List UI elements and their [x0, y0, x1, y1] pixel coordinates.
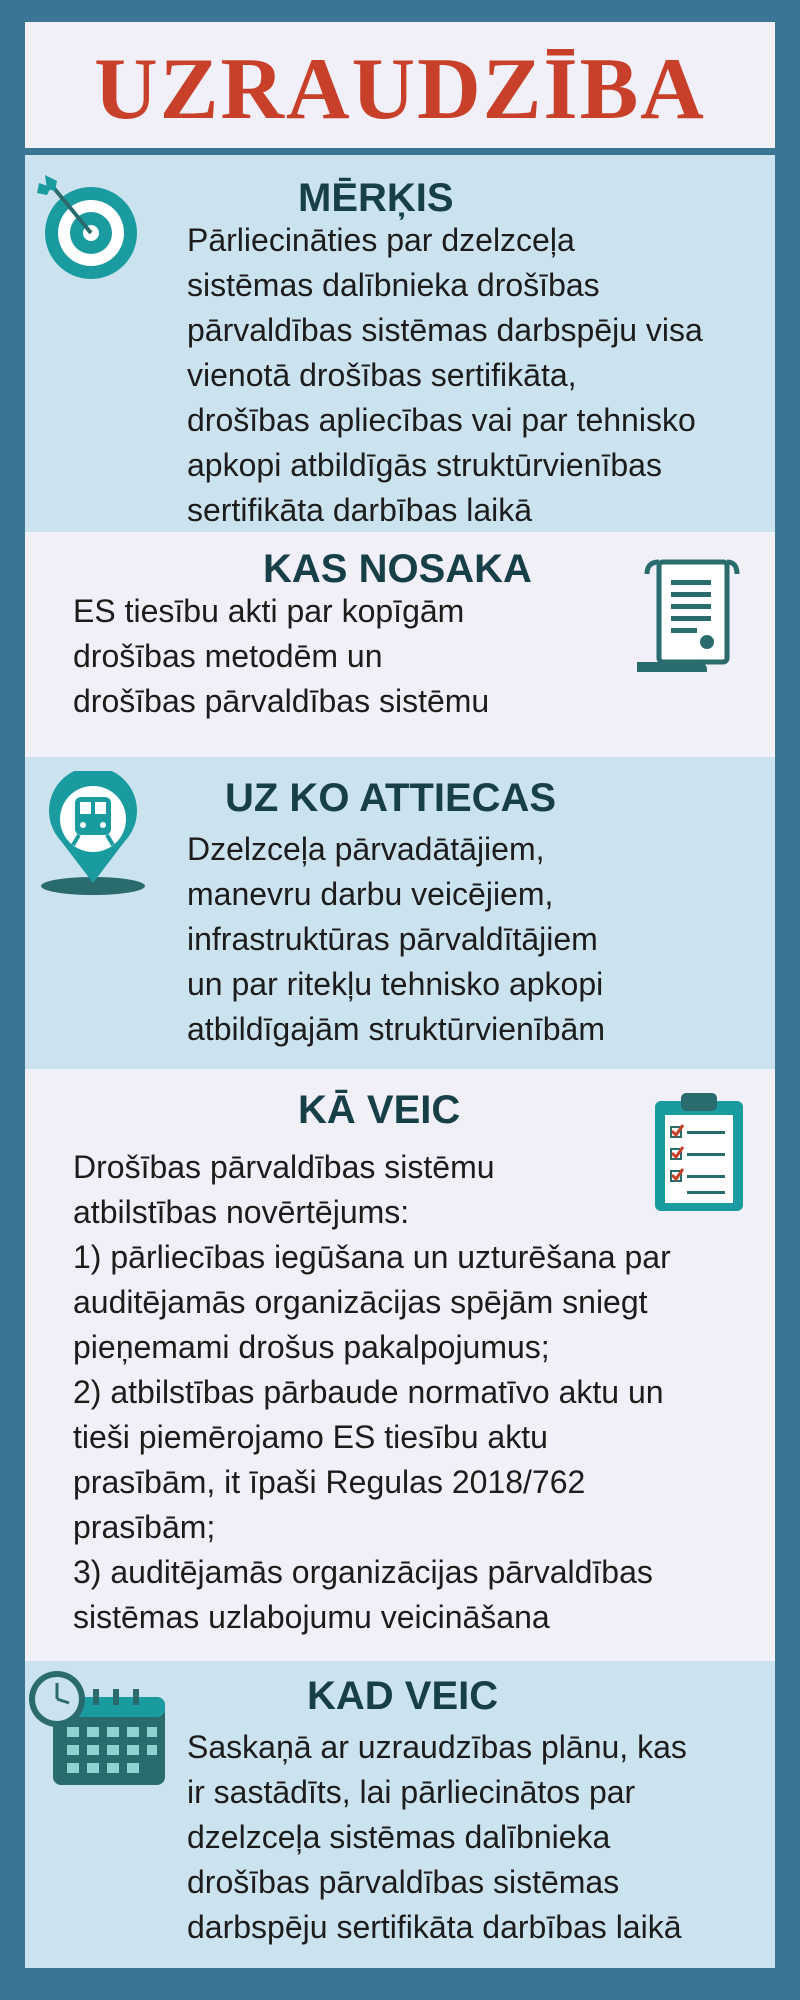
section-heading: MĒRĶIS [298, 176, 454, 220]
section-heading: KAD VEIC [307, 1674, 499, 1718]
scroll-document-icon [637, 554, 741, 678]
section-text: Drošības pārvaldības sistēmu atbilstības novērtējums: 1) pārliecības iegūšana un uzturēšana par auditējamās organizācijas spējām sniegt pieņemami drošus pakalpojumus; 2) atbilstības pārbaude normatīvo aktu un tieši piemērojamo ES tiesību aktu prasībām, it īpaši Regulas 2018/762 prasībām; 3) auditējamās organizācijas pārvaldības sistēmas uzlabojumu veicināšana [73, 1149, 671, 1635]
section-heading: KAS NOSAKA [263, 547, 532, 591]
train-location-pin-icon [35, 771, 153, 901]
section-text: Saskaņā ar uzraudzības plānu, kas ir sastādīts, lai pārliecinātos par dzelzceļa sistēmas dalībnieka drošības pārvaldības sistēmas darbspēju sertifikāta darbības laikā [187, 1729, 687, 1945]
section-heading: KĀ VEIC [298, 1088, 461, 1132]
section-text: Pārliecināties par dzelzceļa sistēmas dalībnieka drošības pārvaldības sistēmas darbspēju visa vienotā drošības sertifikāta, drošības apliecības vai par tehnisko apkopi atbildīgās struktūrvienības sertifikāta darbības laikā [187, 222, 703, 528]
section-who-defines [25, 532, 775, 757]
section-how [25, 1069, 775, 1661]
section-text: Dzelzceļa pārvadātājiem, manevru darbu veicējiem, infrastruktūras pārvaldītājiem un par ritekļu tehnisko apkopi atbildīgajām struktūrvienībām [187, 831, 605, 1047]
section-heading: UZ KO ATTIECAS [225, 776, 557, 820]
page-title: UZRAUDZĪBA [94, 41, 706, 138]
section-applies-to [25, 757, 775, 1069]
title-panel [25, 22, 775, 148]
section-goal [25, 155, 775, 532]
section-when [25, 1661, 775, 1968]
clock-calendar-icon [27, 1669, 167, 1789]
section-text: ES tiesību akti par kopīgām drošības metodēm un drošības pārvaldības sistēmu [73, 593, 490, 719]
target-icon [33, 167, 145, 279]
